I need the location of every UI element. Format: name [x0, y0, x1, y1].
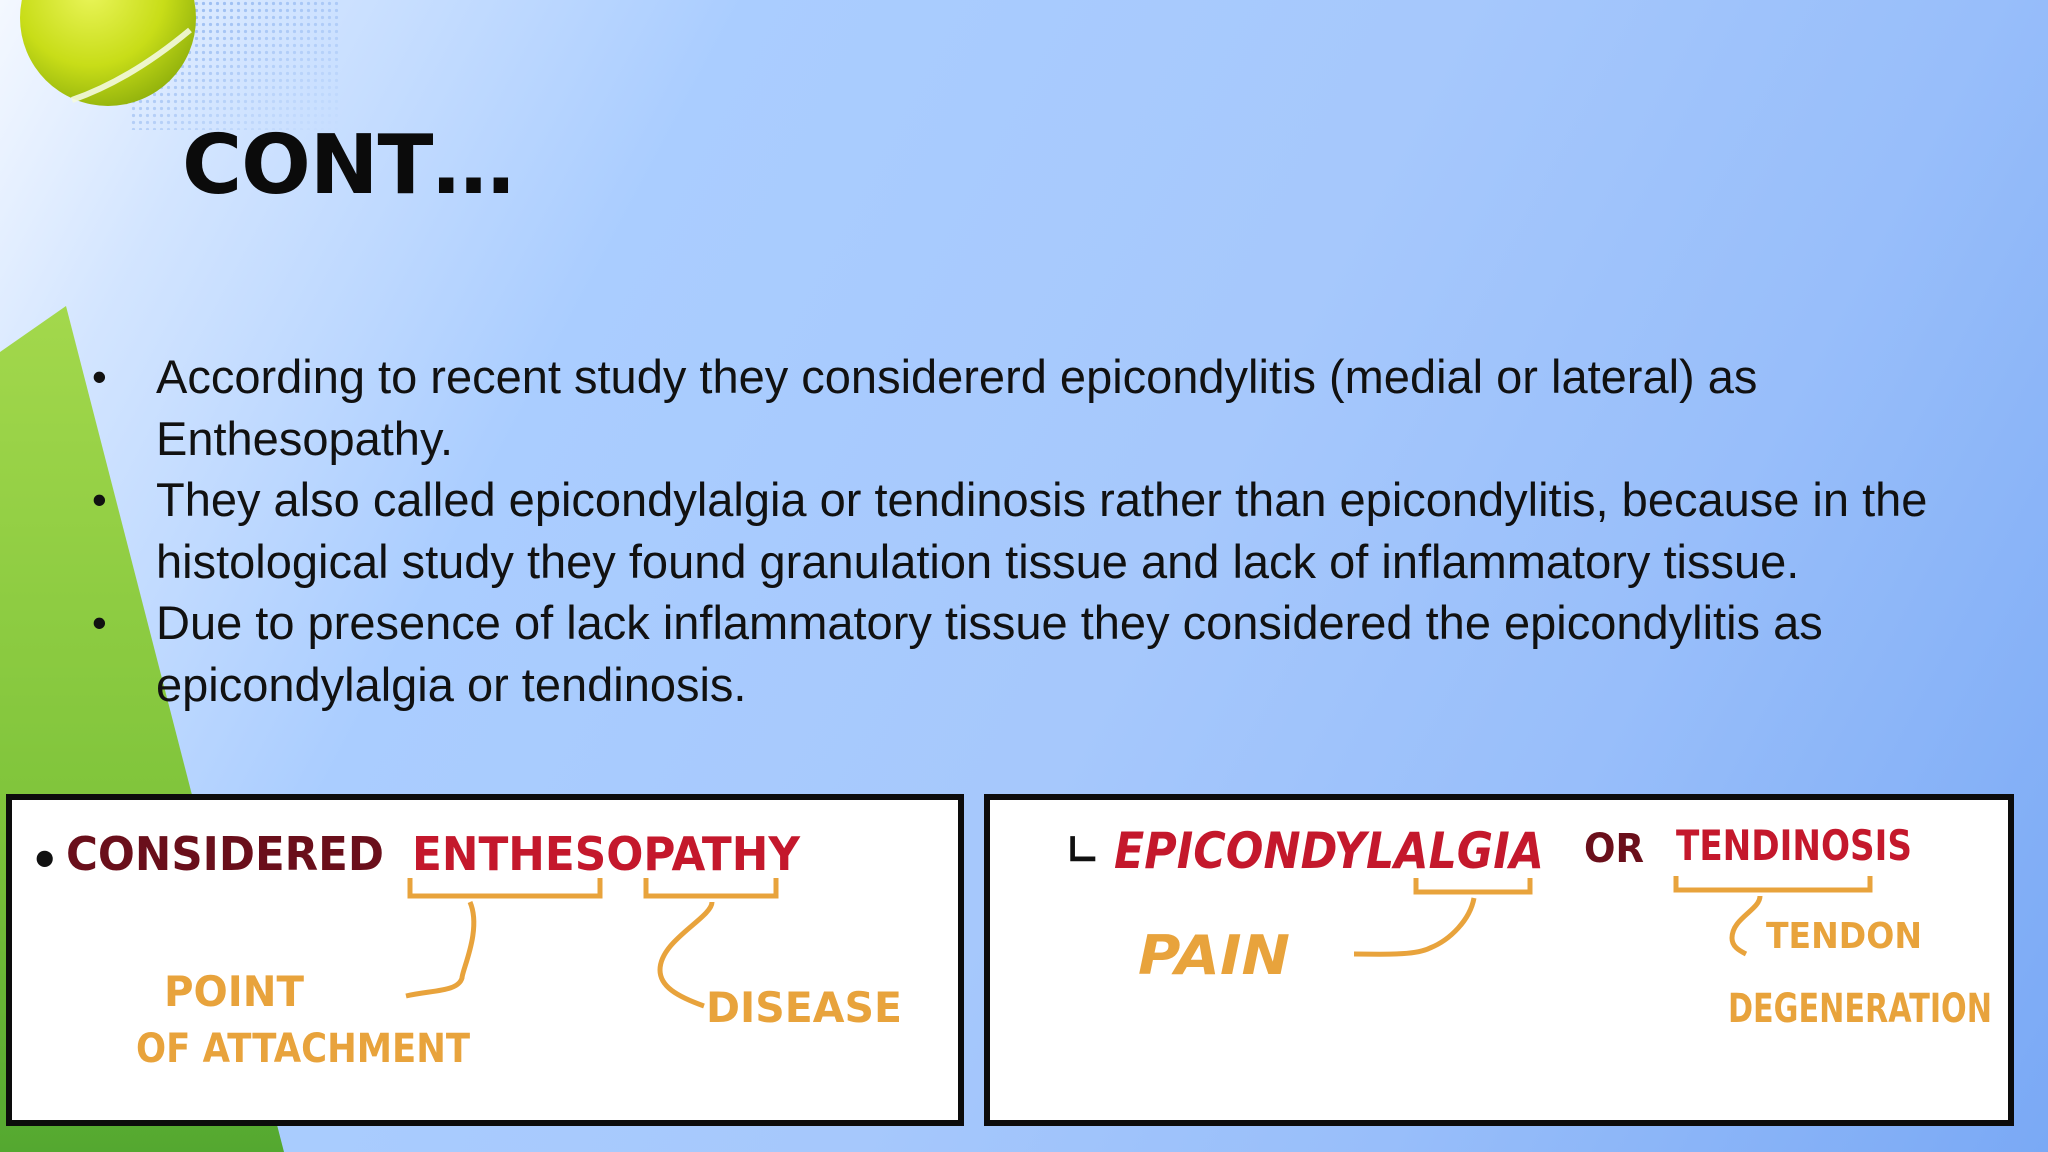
bullet-item [92, 592, 2012, 715]
connector-tendon [1732, 896, 1760, 954]
bracket-algia [1416, 878, 1530, 892]
enthesopathy-word: ENTHESOPATHY [412, 827, 801, 881]
bracket-osis [1676, 876, 1870, 890]
slide-title: CONT… [182, 118, 514, 213]
bullet-text: Due to presence of lack inflammatory tissue they considered the epicondylitis as epicondylalgia or tendinosis. [156, 596, 1823, 711]
note-attachment: OF ATTACHMENT [136, 1026, 471, 1072]
bullet-text: According to recent study they considererd epicondylitis (medial or lateral) as Enthesopathy. [156, 350, 1758, 465]
enthesopathy-panel [6, 794, 964, 1126]
bullet-list [92, 346, 2012, 715]
connector-disease [660, 902, 712, 1006]
or-word: OR [1584, 826, 1644, 872]
panel-mark: ∟ [1066, 828, 1100, 874]
bullet-marker: • [92, 599, 107, 646]
note-disease: DISEASE [706, 983, 902, 1032]
note-degeneration: DEGENERATION [1728, 986, 1992, 1032]
connector-pain [1354, 898, 1474, 954]
bullet-marker: • [92, 476, 107, 523]
note-pain: PAIN [1138, 924, 1290, 987]
note-tendon: TENDON [1766, 916, 1922, 957]
epicondylalgia-panel [984, 794, 2014, 1126]
note-point: POINT [164, 967, 305, 1016]
bullet-item [92, 469, 2012, 592]
panel-bullet: • [30, 833, 60, 887]
bullet-marker: • [92, 353, 107, 400]
connector-point [406, 902, 474, 996]
epicondylalgia-word: EPICONDYLALGIA [1114, 822, 1544, 880]
tennis-ball-icon [0, 0, 200, 115]
bullet-item [92, 346, 2012, 469]
tendinosis-word: TENDINOSIS [1676, 821, 1912, 870]
considered-word: CONSIDERED [66, 827, 384, 881]
bullet-text: They also called epicondylalgia or tendinosis rather than epicondylitis, because in the histological study they found granulation tissue and lack of inflammatory tissue. [156, 473, 1928, 588]
